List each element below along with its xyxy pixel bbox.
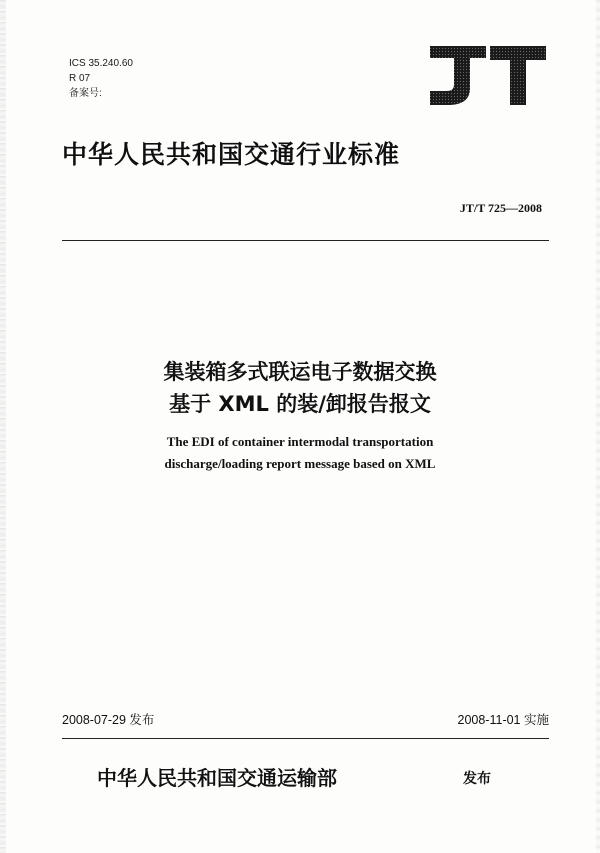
divider-top xyxy=(62,240,549,241)
document-title-en-line2: discharge/loading report message based on XML xyxy=(164,456,436,471)
publisher-suffix: 发布 xyxy=(463,771,491,787)
publisher-name: 中华人民共和国交通运输部 xyxy=(97,766,337,790)
jt-logo xyxy=(426,44,548,106)
scan-edge-left xyxy=(0,0,6,853)
document-title-en-line1: The EDI of container intermodal transportation xyxy=(166,434,434,449)
effective-date: 2008-11-01 实施 xyxy=(457,713,549,727)
ics-code: ICS 35.240.60 xyxy=(69,58,133,69)
document-title-cn-line1: 集装箱多式联运电子数据交换 xyxy=(163,360,437,384)
record-number-label: 备案号: xyxy=(69,88,102,99)
divider-bottom xyxy=(62,738,549,739)
standard-code: JT/T 725—2008 xyxy=(459,201,542,215)
standard-title: 中华人民共和国交通行业标准 xyxy=(62,140,401,169)
issue-date: 2008-07-29 发布 xyxy=(62,713,155,727)
scan-edge-right xyxy=(596,0,600,853)
category-code: R 07 xyxy=(69,73,91,84)
classification-block xyxy=(69,56,133,101)
document-title-cn-line2: 基于 XML 的装/卸报告报文 xyxy=(169,392,431,416)
